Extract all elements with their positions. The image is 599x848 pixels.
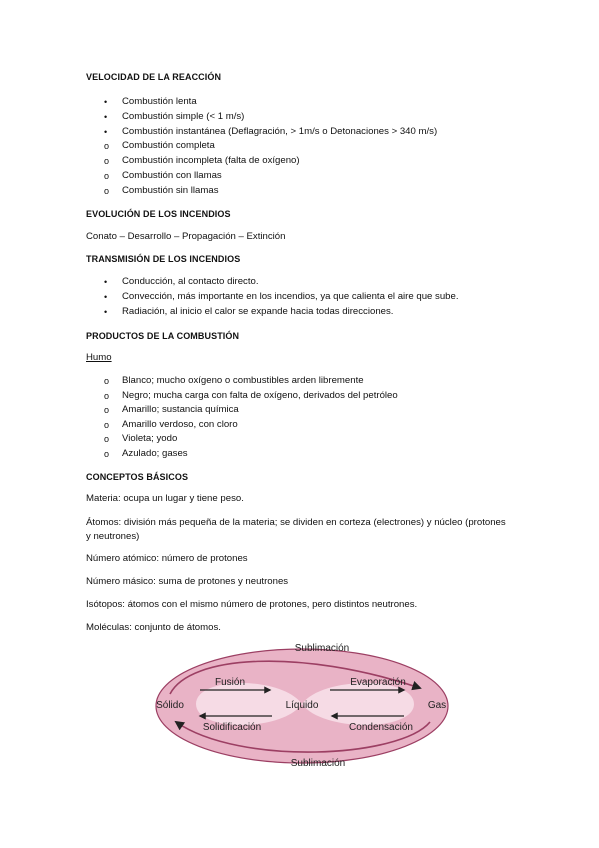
bullet-hollow: o bbox=[104, 376, 110, 386]
list-item: Violeta; yodo bbox=[122, 433, 178, 444]
bullet-filled: • bbox=[104, 277, 108, 287]
bullet-filled: • bbox=[104, 307, 108, 317]
label-solido: Sólido bbox=[156, 700, 184, 711]
label-condensacion: Condensación bbox=[349, 722, 413, 733]
label-fusion: Fusión bbox=[214, 677, 246, 688]
bullet-hollow: o bbox=[104, 141, 110, 151]
bullet-hollow: o bbox=[104, 420, 110, 430]
section-title-evolucion: EVOLUCIÓN DE LOS INCENDIOS bbox=[86, 209, 231, 219]
bullet-hollow: o bbox=[104, 405, 110, 415]
list-item: Combustión instantánea (Deflagración, > 1m/s o Detonaciones > 340 m/s) bbox=[122, 126, 438, 137]
concept-numero-masico: Número másico: suma de protones y neutrones bbox=[86, 576, 289, 587]
section-title-velocidad: VELOCIDAD DE LA REACCIÓN bbox=[86, 72, 222, 82]
subtitle-humo: Humo bbox=[86, 352, 112, 363]
concept-atomos: Átomos: división más pequeña de la materia; se dividen en corteza (electrones) y núcleo (protones y neutrones) bbox=[86, 517, 506, 542]
concept-materia: Materia: ocupa un lugar y tiene peso. bbox=[86, 493, 244, 504]
list-item: Combustión incompleta (falta de oxígeno) bbox=[122, 155, 300, 166]
section-title-transmision: TRANSMISIÓN DE LOS INCENDIOS bbox=[86, 254, 241, 264]
list-item: Radiación, al inicio el calor se expande hacia todas direcciones. bbox=[122, 306, 394, 317]
bullet-filled: • bbox=[104, 127, 108, 137]
bullet-filled: • bbox=[104, 112, 108, 122]
bullet-hollow: o bbox=[104, 171, 110, 181]
concept-moleculas: Moléculas: conjunto de átomos. bbox=[86, 622, 221, 633]
label-sublimacion-bottom: Sublimación bbox=[290, 758, 346, 769]
concept-isotopos: Isótopos: átomos con el mismo número de protones, pero distintos neutrones. bbox=[86, 599, 418, 610]
list-item: Combustión simple (< 1 m/s) bbox=[122, 111, 245, 122]
bullet-hollow: o bbox=[104, 186, 110, 196]
label-liquido: Líquido bbox=[285, 700, 319, 711]
list-item: Combustión sin llamas bbox=[122, 185, 219, 196]
list-item: Combustión con llamas bbox=[122, 170, 222, 181]
bullet-filled: • bbox=[104, 292, 108, 302]
list-item: Convección, más importante en los incendios, ya que calienta el aire que sube. bbox=[122, 291, 459, 302]
list-item: Negro; mucha carga con falta de oxígeno, derivados del petróleo bbox=[122, 390, 398, 401]
list-item: Blanco; mucho oxígeno o combustibles arden libremente bbox=[122, 375, 364, 386]
bullet-hollow: o bbox=[104, 449, 110, 459]
label-gas: Gas bbox=[427, 700, 447, 711]
concept-numero-atomico: Número atómico: número de protones bbox=[86, 553, 248, 564]
bullet-hollow: o bbox=[104, 434, 110, 444]
bullet-hollow: o bbox=[104, 156, 110, 166]
section-title-conceptos: CONCEPTOS BÁSICOS bbox=[86, 472, 189, 482]
bullet-filled: • bbox=[104, 97, 108, 107]
section-title-productos: PRODUCTOS DE LA COMBUSTIÓN bbox=[86, 331, 240, 341]
label-sublimacion-top: Sublimación bbox=[294, 643, 350, 654]
evolucion-text: Conato – Desarrollo – Propagación – Extinción bbox=[86, 231, 286, 242]
list-item: Combustión lenta bbox=[122, 96, 197, 107]
label-solidificacion: Solidificación bbox=[202, 722, 262, 733]
label-evaporacion: Evaporación bbox=[350, 677, 406, 688]
list-item: Amarillo verdoso, con cloro bbox=[122, 419, 238, 430]
bullet-hollow: o bbox=[104, 391, 110, 401]
list-item: Amarillo; sustancia química bbox=[122, 404, 239, 415]
list-item: Combustión completa bbox=[122, 140, 215, 151]
list-item: Conducción, al contacto directo. bbox=[122, 276, 259, 287]
list-item: Azulado; gases bbox=[122, 448, 188, 459]
